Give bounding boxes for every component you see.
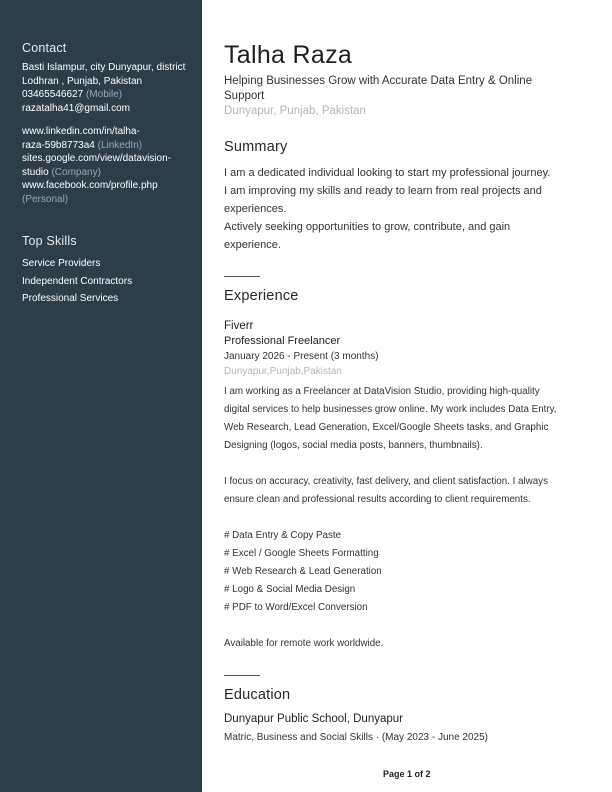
personal-label: (Personal) (22, 193, 69, 205)
skill-item: Service Providers (22, 258, 101, 269)
description-line: I am working as a Freelancer at DataVision Studio, providing high-quality (224, 386, 540, 397)
headline (224, 74, 596, 104)
blank-line (224, 455, 596, 473)
facebook-link[interactable]: www.facebook.com/profile.php (22, 180, 158, 191)
section-divider (224, 276, 260, 277)
experience-heading: Experience (224, 288, 299, 304)
skill-bullet: # Data Entry & Copy Paste (224, 530, 342, 541)
summary-line: experiences. (224, 203, 287, 215)
summary-text (224, 164, 596, 254)
school-name: Dunyapur Public School, Dunyapur (224, 713, 403, 725)
summary-heading: Summary (224, 139, 288, 155)
summary-line: Actively seeking opportunities to grow, contribute, and gain (224, 221, 511, 233)
skill-bullet: # Logo & Social Media Design (224, 584, 356, 595)
address-line: Lodhran , Punjab, Pakistan (22, 75, 143, 87)
company-label: (Company) (51, 166, 101, 178)
person-name: Talha Raza (224, 41, 353, 69)
skill-bullet: # Web Research & Lead Generation (224, 566, 382, 577)
description-line: ensure clean and professional results according to client requirements. (224, 494, 531, 505)
email-link[interactable]: razatalha41@gmail.com (22, 102, 130, 114)
job-dates: January 2026 - Present (3 months) (224, 351, 379, 362)
description-line: Available for remote work worldwide. (224, 638, 384, 649)
sidebar (0, 0, 202, 792)
skill-bullet: # PDF to Word/Excel Conversion (224, 602, 368, 613)
summary-line: experience. (224, 239, 281, 251)
job-location: Dunyapur,Punjab,Pakistan (224, 366, 342, 377)
top-skills-heading: Top Skills (22, 234, 77, 248)
headline-line: Helping Businesses Grow with Accurate Data Entry & Online (224, 75, 533, 87)
job-title: Professional Freelancer (224, 335, 341, 347)
summary-line: I am improving my skills and ready to learn from real projects and (224, 185, 542, 197)
degree-info: Matric, Business and Social Skills · (May 2023 - June 2025) (224, 732, 489, 743)
linkedin-line (22, 139, 194, 153)
education-heading: Education (224, 687, 291, 703)
page-number: Page 1 of 2 (383, 769, 431, 779)
section-divider (224, 675, 260, 676)
linkedin-link-cont[interactable]: raza-59b8773a4 (22, 139, 95, 151)
description-line: I focus on accuracy, creativity, fast delivery, and client satisfaction. I always (224, 476, 548, 487)
company-name: Fiverr (224, 320, 254, 332)
company-site-link[interactable]: sites.google.com/view/datavision- (22, 153, 171, 164)
skill-item: Independent Contractors (22, 275, 133, 287)
job-description (224, 383, 596, 653)
description-line: Designing (logos, social media posts, banners, thumbnails). (224, 440, 483, 451)
blank-line (224, 509, 596, 527)
linkedin-link[interactable]: www.linkedin.com/in/talha- (22, 126, 140, 137)
address-line: Basti Islampur, city Dunyapur, district (22, 62, 186, 73)
skill-item: Professional Services (22, 293, 119, 304)
skill-bullet: # Excel / Google Sheets Formatting (224, 548, 379, 559)
blank-line (224, 617, 596, 635)
summary-line: I am a dedicated individual looking to start my professional journey. (224, 167, 551, 179)
location: Dunyapur, Punjab, Pakistan (224, 105, 366, 117)
headline-line: Support (224, 90, 265, 102)
phone-number[interactable]: 03465546627 (22, 89, 84, 100)
main-content (224, 40, 596, 745)
company-site-line (22, 166, 194, 180)
linkedin-label: (LinkedIn) (97, 139, 143, 151)
phone-line (22, 88, 194, 102)
description-line: Web Research, Lead Generation, Excel/Google Sheets tasks, and Graphic (224, 422, 549, 433)
phone-label: (Mobile) (85, 89, 123, 100)
contact-heading: Contact (22, 41, 67, 55)
company-site-link-cont[interactable]: studio (22, 166, 49, 178)
spacer (22, 115, 194, 125)
description-line: digital services to help businesses grow online. My work includes Data Entry, (224, 404, 557, 415)
